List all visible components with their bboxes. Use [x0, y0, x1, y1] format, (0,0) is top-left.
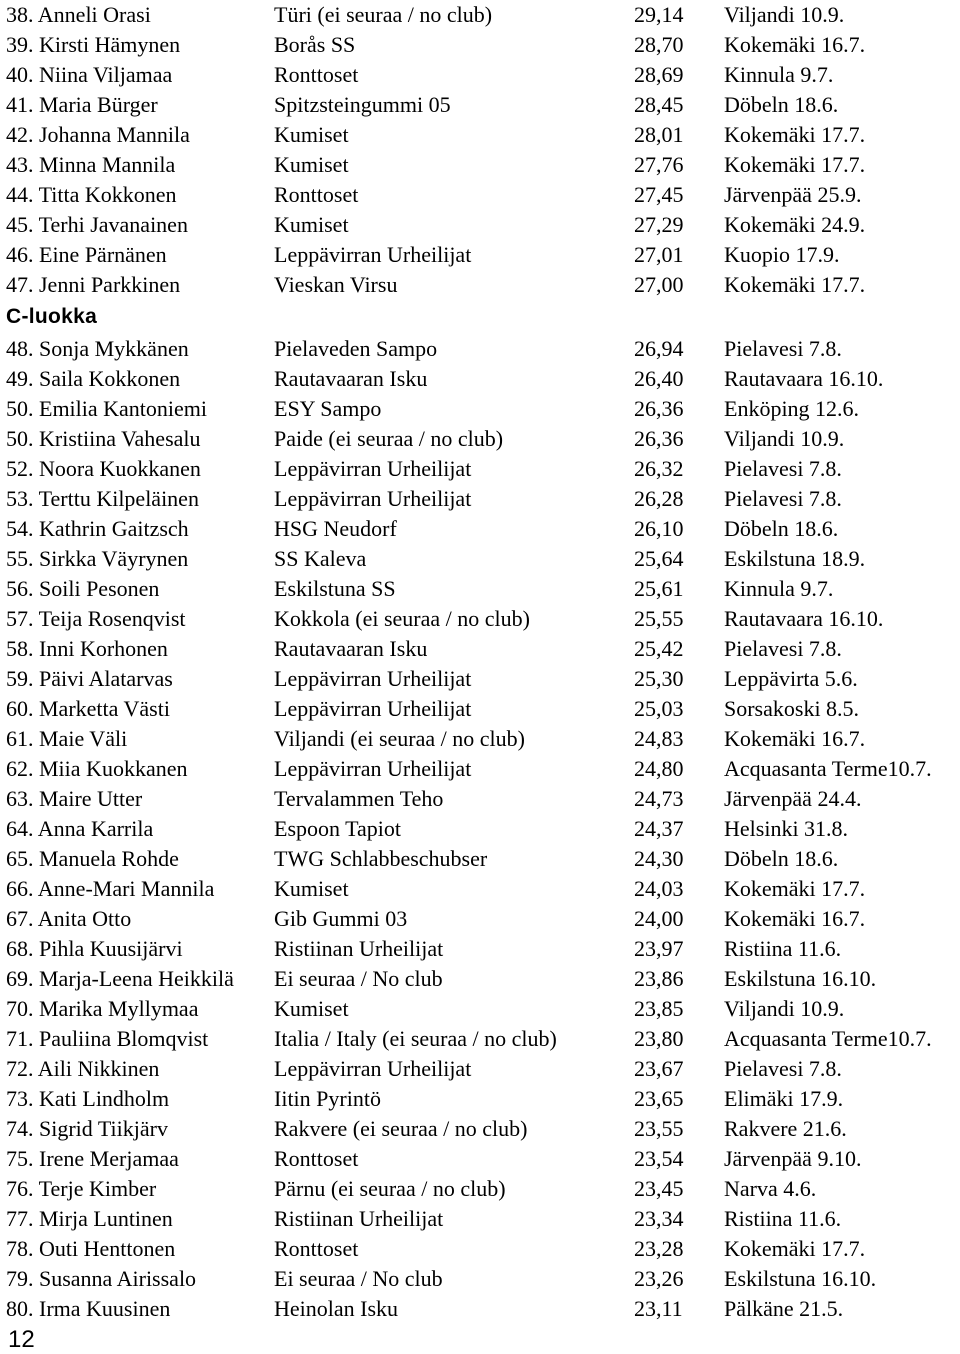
place-date: Eskilstuna 16.10.	[724, 1266, 877, 1291]
rank-name: 52. Noora Kuokkanen	[6, 456, 201, 481]
rank-name: 61. Maie Väli	[6, 726, 128, 751]
place-date: Döbeln 18.6.	[724, 846, 839, 871]
result-value: 29,14	[634, 2, 684, 27]
rank-name: 76. Terje Kimber	[6, 1176, 157, 1201]
result-row	[0, 784, 960, 814]
club: Heinolan Isku	[274, 1296, 399, 1321]
club: Pielaveden Sampo	[274, 336, 438, 361]
club: Viljandi (ei seuraa / no club)	[274, 726, 525, 751]
club: Ristiinan Urheilijat	[274, 1206, 444, 1231]
rank-name: 54. Kathrin Gaitzsch	[6, 516, 189, 541]
result-value: 25,30	[634, 666, 684, 691]
place-date: Kokemäki 17.7.	[724, 272, 866, 297]
result-value: 26,40	[634, 366, 684, 391]
club: Gib Gummi 03	[274, 906, 408, 931]
place-date: Rautavaara 16.10.	[724, 606, 884, 631]
club: Rakvere (ei seuraa / no club)	[274, 1116, 528, 1141]
club: Ronttoset	[274, 62, 359, 87]
result-value: 27,01	[634, 242, 684, 267]
club: Leppävirran Urheilijat	[274, 456, 472, 481]
result-row	[0, 814, 960, 844]
club: Ronttoset	[274, 182, 359, 207]
place-date: Kokemäki 17.7.	[724, 1236, 866, 1261]
result-row	[0, 454, 960, 484]
place-date: Kinnula 9.7.	[724, 62, 834, 87]
place-date: Pielavesi 7.8.	[724, 1056, 842, 1081]
place-date: Kinnula 9.7.	[724, 576, 834, 601]
result-row	[0, 1114, 960, 1144]
rank-name: 77. Mirja Luntinen	[6, 1206, 173, 1231]
rank-name: 80. Irma Kuusinen	[6, 1296, 171, 1321]
result-row	[0, 0, 960, 30]
result-value: 27,29	[634, 212, 684, 237]
result-row	[0, 240, 960, 270]
result-value: 23,86	[634, 966, 684, 991]
result-value: 23,45	[634, 1176, 684, 1201]
place-date: Döbeln 18.6.	[724, 92, 839, 117]
rank-name: 46. Eine Pärnänen	[6, 242, 167, 267]
club: Kumiset	[274, 996, 349, 1021]
rank-name: 60. Marketta Västi	[6, 696, 170, 721]
result-value: 26,94	[634, 336, 684, 361]
rank-name: 68. Pihla Kuusijärvi	[6, 936, 183, 961]
result-row	[0, 120, 960, 150]
result-value: 28,69	[634, 62, 684, 87]
result-value: 28,70	[634, 32, 684, 57]
club: Leppävirran Urheilijat	[274, 666, 472, 691]
club: Leppävirran Urheilijat	[274, 756, 472, 781]
result-row	[0, 210, 960, 240]
rank-name: 43. Minna Mannila	[6, 152, 176, 177]
result-row	[0, 1054, 960, 1084]
result-row	[0, 904, 960, 934]
result-row	[0, 1234, 960, 1264]
result-value: 23,26	[634, 1266, 684, 1291]
place-date: Järvenpää 25.9.	[724, 182, 862, 207]
place-date: Kokemäki 16.7.	[724, 726, 866, 751]
club: HSG Neudorf	[274, 516, 397, 541]
club: Ronttoset	[274, 1236, 359, 1261]
result-value: 23,34	[634, 1206, 684, 1231]
result-value: 25,42	[634, 636, 684, 661]
place-date: Kokemäki 16.7.	[724, 906, 866, 931]
rank-name: 49. Saila Kokkonen	[6, 366, 181, 391]
place-date: Kokemäki 17.7.	[724, 152, 866, 177]
rank-name: 65. Manuela Rohde	[6, 846, 179, 871]
place-date: Döbeln 18.6.	[724, 516, 839, 541]
club: Rautavaaran Isku	[274, 366, 428, 391]
club: TWG Schlabbeschubser	[274, 846, 488, 871]
place-date: Järvenpää 9.10.	[724, 1146, 862, 1171]
result-row	[0, 544, 960, 574]
rank-name: 70. Marika Myllymaa	[6, 996, 199, 1021]
rank-name: 41. Maria Bürger	[6, 92, 158, 117]
result-row	[0, 604, 960, 634]
rank-name: 79. Susanna Airissalo	[6, 1266, 197, 1291]
club: Eskilstuna SS	[274, 576, 396, 601]
rank-name: 58. Inni Korhonen	[6, 636, 168, 661]
place-date: Järvenpää 24.4.	[724, 786, 862, 811]
rank-name: 48. Sonja Mykkänen	[6, 336, 189, 361]
club: Rautavaaran Isku	[274, 636, 428, 661]
rank-name: 59. Päivi Alatarvas	[6, 666, 173, 691]
result-value: 23,67	[634, 1056, 684, 1081]
rank-name: 63. Maire Utter	[6, 786, 143, 811]
rank-name: 39. Kirsti Hämynen	[6, 32, 181, 57]
club: Leppävirran Urheilijat	[274, 1056, 472, 1081]
place-date: Pielavesi 7.8.	[724, 636, 842, 661]
result-value: 24,37	[634, 816, 684, 841]
result-value: 25,03	[634, 696, 684, 721]
result-row	[0, 664, 960, 694]
club: Ei seuraa / No club	[274, 1266, 443, 1291]
place-date: Acquasanta Terme10.7.	[724, 1026, 932, 1051]
result-value: 23,55	[634, 1116, 684, 1141]
result-value: 24,73	[634, 786, 684, 811]
club: SS Kaleva	[274, 546, 367, 571]
place-date: Kokemäki 24.9.	[724, 212, 866, 237]
result-value: 23,80	[634, 1026, 684, 1051]
rank-name: 57. Teija Rosenqvist	[6, 606, 186, 631]
result-value: 25,64	[634, 546, 684, 571]
result-value: 26,28	[634, 486, 684, 511]
result-row	[0, 1084, 960, 1114]
result-value: 25,61	[634, 576, 684, 601]
result-value: 23,65	[634, 1086, 684, 1111]
result-value: 28,01	[634, 122, 684, 147]
result-value: 25,55	[634, 606, 684, 631]
result-row	[0, 634, 960, 664]
club: ESY Sampo	[274, 396, 382, 421]
result-value: 23,85	[634, 996, 684, 1021]
rank-name: 71. Pauliina Blomqvist	[6, 1026, 209, 1051]
club: Iitin Pyrintö	[274, 1086, 381, 1111]
result-row	[0, 180, 960, 210]
place-date: Kokemäki 17.7.	[724, 876, 866, 901]
result-row	[0, 1264, 960, 1294]
rank-name: 74. Sigrid Tiikjärv	[6, 1116, 168, 1141]
place-date: Kokemäki 17.7.	[724, 122, 866, 147]
result-row	[0, 60, 960, 90]
result-row	[0, 1294, 960, 1324]
place-date: Eskilstuna 16.10.	[724, 966, 877, 991]
rank-name: 50. Emilia Kantoniemi	[6, 396, 208, 421]
rank-name: 69. Marja-Leena Heikkilä	[6, 966, 234, 991]
place-date: Pälkäne 21.5.	[724, 1296, 844, 1321]
result-value: 26,36	[634, 396, 684, 421]
result-value: 23,97	[634, 936, 684, 961]
rank-name: 56. Soili Pesonen	[6, 576, 160, 601]
club: Kumiset	[274, 212, 349, 237]
place-date: Enköping 12.6.	[724, 396, 860, 421]
club: Leppävirran Urheilijat	[274, 242, 472, 267]
club: Espoon Tapiot	[274, 816, 401, 841]
place-date: Viljandi 10.9.	[724, 2, 845, 27]
place-date: Kuopio 17.9.	[724, 242, 840, 267]
result-value: 26,32	[634, 456, 684, 481]
rank-name: 40. Niina Viljamaa	[6, 62, 173, 87]
club: Türi (ei seuraa / no club)	[274, 2, 493, 27]
result-value: 23,11	[634, 1296, 683, 1321]
rank-name: 42. Johanna Mannila	[6, 122, 190, 147]
result-row	[0, 484, 960, 514]
club: Ei seuraa / No club	[274, 966, 443, 991]
rank-name: 64. Anna Karrila	[6, 816, 154, 841]
place-date: Ristiina 11.6.	[724, 936, 842, 961]
result-row	[0, 964, 960, 994]
result-row	[0, 1024, 960, 1054]
rank-name: 66. Anne-Mari Mannila	[6, 876, 215, 901]
place-date: Leppävirta 5.6.	[724, 666, 858, 691]
result-value: 24,00	[634, 906, 684, 931]
club: Kokkola (ei seuraa / no club)	[274, 606, 530, 631]
place-date: Eskilstuna 18.9.	[724, 546, 866, 571]
club: Leppävirran Urheilijat	[274, 696, 472, 721]
club: Kumiset	[274, 876, 349, 901]
result-row	[0, 150, 960, 180]
place-date: Elimäki 17.9.	[724, 1086, 844, 1111]
section-heading: C-luokka	[6, 305, 98, 328]
result-row	[0, 1174, 960, 1204]
result-row	[0, 934, 960, 964]
place-date: Helsinki 31.8.	[724, 816, 849, 841]
result-value: 27,76	[634, 152, 684, 177]
result-row	[0, 30, 960, 60]
club: Vieskan Virsu	[274, 272, 398, 297]
club: Kumiset	[274, 122, 349, 147]
page-number: 12	[8, 1326, 35, 1353]
rank-name: 62. Miia Kuokkanen	[6, 756, 188, 781]
result-row	[0, 514, 960, 544]
result-row	[0, 270, 960, 300]
result-row	[0, 364, 960, 394]
club: Ristiinan Urheilijat	[274, 936, 444, 961]
result-row	[0, 394, 960, 424]
place-date: Viljandi 10.9.	[724, 996, 845, 1021]
place-date: Pielavesi 7.8.	[724, 486, 842, 511]
rank-name: 72. Aili Nikkinen	[6, 1056, 160, 1081]
rank-name: 75. Irene Merjamaa	[6, 1146, 179, 1171]
result-row	[0, 844, 960, 874]
rank-name: 50. Kristiina Vahesalu	[6, 426, 201, 451]
place-date: Acquasanta Terme10.7.	[724, 756, 932, 781]
result-value: 27,45	[634, 182, 684, 207]
club: Paide (ei seuraa / no club)	[274, 426, 504, 451]
result-row	[0, 1144, 960, 1174]
rank-name: 73. Kati Lindholm	[6, 1086, 170, 1111]
rank-name: 55. Sirkka Väyrynen	[6, 546, 189, 571]
result-row	[0, 874, 960, 904]
result-value: 24,83	[634, 726, 684, 751]
result-row	[0, 90, 960, 120]
result-row	[0, 574, 960, 604]
club: Pärnu (ei seuraa / no club)	[274, 1176, 506, 1201]
result-row	[0, 994, 960, 1024]
place-date: Pielavesi 7.8.	[724, 336, 842, 361]
club: Kumiset	[274, 152, 349, 177]
result-value: 26,36	[634, 426, 684, 451]
place-date: Pielavesi 7.8.	[724, 456, 842, 481]
rank-name: 38. Anneli Orasi	[6, 2, 151, 27]
rank-name: 53. Terttu Kilpeläinen	[6, 486, 199, 511]
result-value: 26,10	[634, 516, 684, 541]
rank-name: 67. Anita Otto	[6, 906, 132, 931]
result-value: 27,00	[634, 272, 684, 297]
place-date: Narva 4.6.	[724, 1176, 817, 1201]
result-row	[0, 724, 960, 754]
club: Italia / Italy (ei seuraa / no club)	[274, 1026, 557, 1051]
place-date: Rautavaara 16.10.	[724, 366, 884, 391]
result-row	[0, 334, 960, 364]
result-value: 23,54	[634, 1146, 684, 1171]
result-value: 23,28	[634, 1236, 684, 1261]
result-value: 24,03	[634, 876, 684, 901]
result-row	[0, 754, 960, 784]
result-value: 28,45	[634, 92, 684, 117]
place-date: Viljandi 10.9.	[724, 426, 845, 451]
result-row	[0, 424, 960, 454]
result-row	[0, 694, 960, 724]
rank-name: 45. Terhi Javanainen	[6, 212, 188, 237]
place-date: Sorsakoski 8.5.	[724, 696, 860, 721]
rank-name: 78. Outi Henttonen	[6, 1236, 176, 1261]
place-date: Kokemäki 16.7.	[724, 32, 866, 57]
result-row	[0, 1204, 960, 1234]
result-value: 24,30	[634, 846, 684, 871]
place-date: Ristiina 11.6.	[724, 1206, 842, 1231]
club: Leppävirran Urheilijat	[274, 486, 472, 511]
rank-name: 44. Titta Kokkonen	[6, 182, 177, 207]
result-value: 24,80	[634, 756, 684, 781]
club: Spitzsteingummi 05	[274, 92, 451, 117]
club: Tervalammen Teho	[274, 786, 444, 811]
club: Ronttoset	[274, 1146, 359, 1171]
club: Borås SS	[274, 32, 356, 57]
place-date: Rakvere 21.6.	[724, 1116, 847, 1141]
rank-name: 47. Jenni Parkkinen	[6, 272, 181, 297]
